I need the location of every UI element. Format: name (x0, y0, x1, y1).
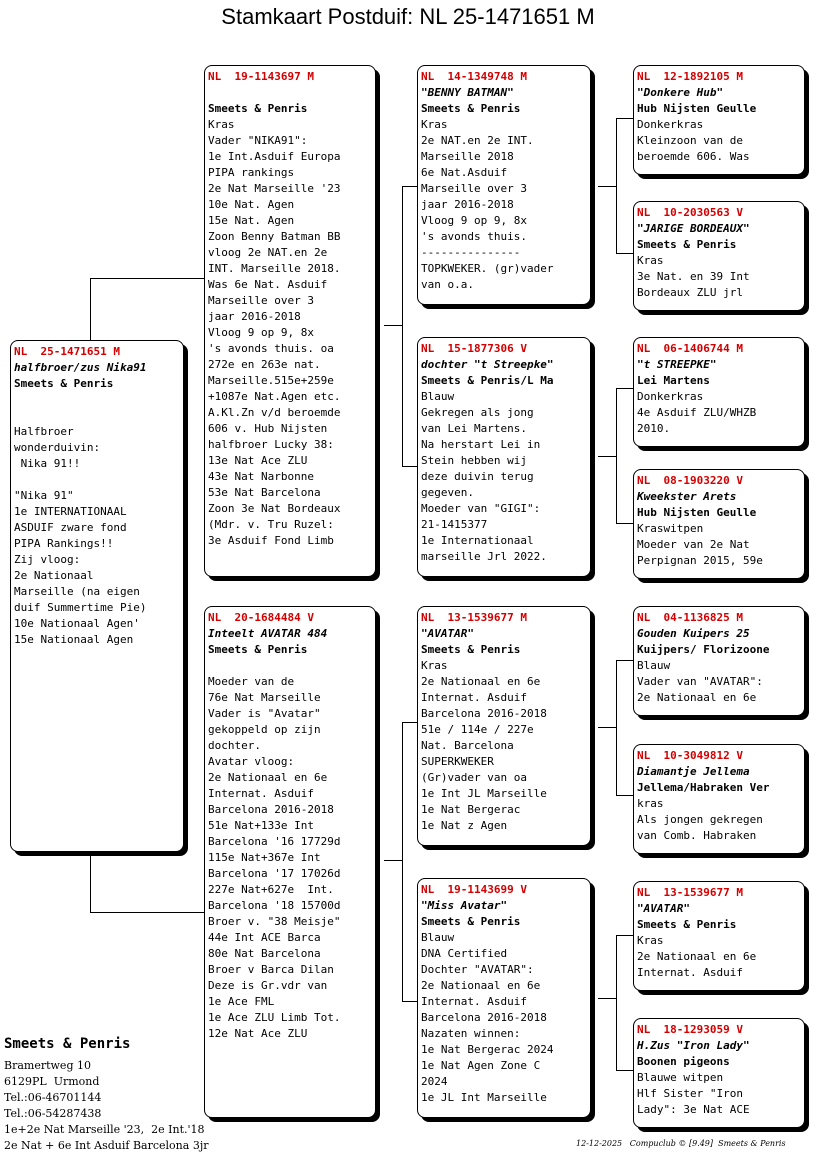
connector-line (616, 253, 633, 254)
pedigree-box-ffm (633, 201, 805, 311)
pedigree-text-line: 2e Nationaal (14, 569, 94, 582)
pedigree-text-line: Internat. Asduif (208, 787, 314, 800)
ring-number: NL 14-1349748 M (421, 70, 527, 83)
pedigree-text-line: 2e Nationaal en 6e (637, 691, 757, 704)
breeder-name: Smeets & Penris (14, 377, 114, 390)
page-title: Stamkaart Postduif: NL 25-1471651 M (221, 4, 595, 29)
pedigree-text-line: Bordeaux ZLU jrl (637, 286, 743, 299)
pedigree-text-line: 1e Ace FML (208, 995, 275, 1008)
pedigree-text-line: gekoppeld op zijn (208, 723, 321, 736)
pedigree-text-line: 2e Nationaal en 6e (637, 950, 757, 963)
pedigree-text-line: 1e JL Int Marseille (421, 1091, 547, 1104)
connector-line (90, 912, 204, 913)
pedigree-text-line: 2010. (637, 422, 671, 435)
pedigree-text-line: 1e Ace ZLU Limb Tot. (208, 1011, 341, 1024)
pedigree-text-line: Stein hebben wij (421, 454, 527, 467)
pigeon-color: Donkerkras (637, 118, 704, 131)
pigeon-name: dochter "t Streepke" (421, 358, 554, 371)
breeder-name: Smeets & Penris (208, 643, 308, 656)
ring-number: NL 04-1136825 M (637, 611, 743, 624)
pedigree-text-line: Internat. Asduif (421, 995, 527, 1008)
pedigree-text-line: marseille Jrl 2022. (421, 550, 547, 563)
pedigree-text-line: 227e Nat+627e Int. (208, 883, 334, 896)
pigeon-name: "Miss Avatar" (421, 899, 508, 912)
pigeon-name: Kweekster Arets (637, 490, 737, 503)
pedigree-text-line: PIPA rankings (208, 166, 295, 179)
footer-line: Bramertweg 10 (4, 1059, 91, 1072)
pigeon-color: Kras (637, 254, 664, 267)
pigeon-name: halfbroer/zus Nika91 (14, 361, 147, 374)
pedigree-text-line: Als jongen gekregen (637, 813, 763, 826)
pedigree-text-line: 1e Int.Asduif Europa (208, 150, 341, 163)
pedigree-text-line: Lady": 3e Nat ACE (637, 1103, 750, 1116)
pedigree-text-line: deze duivin terug (421, 470, 534, 483)
pedigree-text-line: Vader "NIKA91": (208, 134, 308, 147)
ring-number: NL 08-1903220 V (637, 474, 743, 487)
ring-number: NL 10-2030563 V (637, 206, 743, 219)
pigeon-name: H.Zus "Iron Lady" (637, 1039, 750, 1052)
footer-line: 1e+2e Nat Marseille '23, 2e Int.'18 (4, 1123, 205, 1136)
pedigree-text-line: Zoon 3e Nat Bordeaux (208, 502, 341, 515)
pigeon-color: Kras (421, 659, 448, 672)
pedigree-text-line (14, 472, 180, 488)
breeder-name: Smeets & Penris/L Ma (421, 374, 554, 387)
pedigree-text-line: Nat. Barcelona (421, 739, 514, 752)
connector-line (598, 727, 616, 728)
pedigree-text-line: 2e Nat Marseille '23 (208, 182, 341, 195)
pedigree-text-line: 1e Nat Bergerac (421, 803, 521, 816)
connector-line (90, 278, 204, 279)
print-date: 12-12-2025 (576, 1139, 623, 1148)
pedigree-box-mother-mother (417, 878, 591, 1118)
pedigree-text-line: --------------- (421, 246, 521, 259)
pedigree-text-line: 's avonds thuis. oa (208, 342, 334, 355)
pedigree-text-line: beroemde 606. Was (637, 150, 750, 163)
pigeon-name: Diamantje Jellema (637, 765, 750, 778)
pigeon-color: Donkerkras (637, 390, 704, 403)
pedigree-box-mother (204, 606, 376, 1118)
connector-line (384, 860, 402, 861)
breeder-name: Kuijpers/ Florizoone (637, 643, 770, 656)
pedigree-text-line: 2e NAT.en 2e INT. (421, 134, 534, 147)
pedigree-text-line: wonderduivin: (14, 441, 101, 454)
pedigree-text-line: Halfbroer (14, 425, 74, 438)
pedigree-text-line: Gekregen als jong (421, 406, 534, 419)
pedigree-text-line: Hlf Sister "Iron (637, 1087, 743, 1100)
pedigree-text-line: duif Summertime Pie) (14, 601, 147, 614)
connector-line (616, 118, 617, 254)
pedigree-text-line: 76e Nat Marseille (208, 691, 321, 704)
pedigree-text-line: Barcelona '16 17729d (208, 835, 341, 848)
pigeon-color: Blauwe witpen (637, 1071, 724, 1084)
ring-number: NL 06-1406744 M (637, 342, 743, 355)
pedigree-text-line: 's avonds thuis. (421, 230, 527, 243)
pedigree-text-line: Perpignan 2015, 59e (637, 554, 763, 567)
connector-line (598, 186, 616, 187)
pedigree-text-line: Zoon Benny Batman BB (208, 230, 341, 243)
pedigree-text-line: 21-1415377 (421, 518, 488, 531)
pigeon-name: "AVATAR" (421, 627, 474, 640)
pedigree-text-line: 6e Nat.Asduif (421, 166, 508, 179)
pigeon-color: Kras (208, 118, 235, 131)
pedigree-text-line: Kleinzoon van de (637, 134, 743, 147)
pedigree-text-line: 1e INTERNATIONAAL (14, 505, 127, 518)
pedigree-text-line: Internat. Asduif (421, 691, 527, 704)
pedigree-text-line: TOPKWEKER. (gr)vader (421, 262, 554, 275)
pigeon-name: "Donkere Hub" (637, 86, 724, 99)
breeder-name: Smeets & Penris (421, 102, 521, 115)
pedigree-text-line: 3e Asduif Fond Limb (208, 534, 334, 547)
pedigree-box-fmm (633, 469, 805, 579)
pedigree-text-line: Vader is "Avatar" (208, 707, 321, 720)
pigeon-color: Kraswitpen (637, 522, 704, 535)
pedigree-text-line: 1e Int JL Marseille (421, 787, 547, 800)
pedigree-text-line: van Comb. Habraken (637, 829, 757, 842)
pedigree-text-line: jaar 2016-2018 (208, 310, 301, 323)
pedigree-text-line: Barcelona 2016-2018 (208, 803, 334, 816)
ring-number: NL 12-1892105 M (637, 70, 743, 83)
pigeon-color (14, 392, 180, 408)
connector-line (616, 523, 633, 524)
connector-line (402, 722, 403, 1002)
pigeon-name: "t STREEPKE" (637, 358, 717, 371)
pedigree-text-line: A.Kl.Zn v/d beroemde (208, 406, 341, 419)
pedigree-text-line (14, 408, 180, 424)
pedigree-text-line: Barcelona 2016-2018 (421, 1011, 547, 1024)
pedigree-text-line: 43e Nat Narbonne (208, 470, 314, 483)
pedigree-box-father-father (417, 65, 591, 305)
pigeon-name: "JARIGE BORDEAUX" (637, 222, 750, 235)
pedigree-text-line: Dochter "AVATAR": (421, 963, 534, 976)
connector-line (616, 935, 633, 936)
pigeon-color: kras (637, 797, 664, 810)
pigeon-name: Inteelt AVATAR 484 (208, 627, 328, 640)
ring-number: NL 10-3049812 V (637, 749, 743, 762)
pedigree-text-line: Internat. Asduif (637, 966, 743, 979)
connector-line (616, 795, 633, 796)
pedigree-text-line: 53e Nat Barcelona (208, 486, 321, 499)
breeder-name: Smeets & Penris (421, 643, 521, 656)
footer-line: 2e Nat + 6e Int Asduif Barcelona 3jr (4, 1139, 209, 1152)
pedigree-text-line: 3e Nat. en 39 Int (637, 270, 750, 283)
pedigree-text-line: 10e Nat. Agen (208, 198, 295, 211)
connector-line (616, 118, 633, 119)
breeder-name: Smeets & Penris (637, 918, 737, 931)
pedigree-text-line: Marseille (na eigen (14, 585, 140, 598)
connector-line (402, 186, 417, 187)
pigeon-color: Kras (637, 934, 664, 947)
pedigree-text-line: 2e Nationaal en 6e (421, 675, 541, 688)
pigeon-color: Blauw (421, 390, 455, 403)
pedigree-box-subject (10, 340, 184, 852)
pedigree-text-line: Vader van "AVATAR": (637, 675, 763, 688)
connector-line (90, 853, 91, 913)
pigeon-name (208, 85, 372, 101)
ring-number: NL 25-1471651 M (14, 345, 120, 358)
pedigree-text-line: Was 6e Nat. Asduif (208, 278, 328, 291)
pedigree-text-line: INT. Marseille 2018. (208, 262, 341, 275)
pedigree-text-line: Avatar vloog: (208, 755, 295, 768)
pedigree-text-line: +1087e Nat.Agen etc. (208, 390, 341, 403)
pedigree-text-line: van o.a. (421, 278, 474, 291)
ring-number: NL 18-1293059 V (637, 1023, 743, 1036)
breeder-name: Hub Nijsten Geulle (637, 506, 757, 519)
pedigree-text-line: DNA Certified (421, 947, 508, 960)
pedigree-text-line: Deze is Gr.vdr van (208, 979, 328, 992)
pedigree-text-line: vloog 2e NAT.en 2e (208, 246, 328, 259)
pedigree-text-line: PIPA Rankings!! (14, 537, 114, 550)
pedigree-text-line: 2e Nationaal en 6e (421, 979, 541, 992)
connector-line (616, 935, 617, 1071)
pigeon-color (208, 658, 372, 674)
pigeon-color: Kras (421, 118, 448, 131)
pedigree-text-line: Broer v. "38 Meisje" (208, 915, 341, 928)
pedigree-text-line: 12e Nat Ace ZLU (208, 1027, 308, 1040)
pedigree-box-fff (633, 65, 805, 175)
pedigree-text-line: 1e Internationaal (421, 534, 534, 547)
pigeon-name: "BENNY BATMAN" (421, 86, 514, 99)
pedigree-text-line: (Gr)vader van oa (421, 771, 527, 784)
footer-owner-name: Smeets & Penris (4, 1036, 131, 1052)
pedigree-box-mmm (633, 1018, 805, 1128)
pedigree-box-mother-father (417, 606, 591, 846)
pedigree-text-line: 13e Nat Ace ZLU (208, 454, 308, 467)
connector-line (616, 388, 617, 524)
ring-number: NL 19-1143699 V (421, 883, 527, 896)
pedigree-text-line: Na herstart Lei in (421, 438, 541, 451)
footer-address (4, 1058, 209, 1154)
pedigree-text-line: 80e Nat Barcelona (208, 947, 321, 960)
pigeon-name: "AVATAR" (637, 902, 690, 915)
pedigree-text-line: jaar 2016-2018 (421, 198, 514, 211)
pedigree-text-line: van Lei Martens. (421, 422, 527, 435)
pedigree-box-father-mother (417, 337, 591, 577)
pedigree-text-line: 10e Nationaal Agen' (14, 617, 140, 630)
pedigree-text-line: Barcelona '17 17026d (208, 867, 341, 880)
pedigree-text-line: Barcelona 2016-2018 (421, 707, 547, 720)
pedigree-text-line: halfbroer Lucky 38: (208, 438, 334, 451)
pedigree-text-line: Moeder van de (208, 675, 295, 688)
pedigree-text-line: SUPERKWEKER (421, 755, 494, 768)
breeder-name: Lei Martens (637, 374, 710, 387)
footer-line: Tel.:06-54287438 (4, 1107, 102, 1120)
pigeon-color: Blauw (421, 931, 455, 944)
pedigree-text-line: gegeven. (421, 486, 474, 499)
connector-line (402, 722, 417, 723)
ring-number: NL 15-1877306 V (421, 342, 527, 355)
pigeon-name: Gouden Kuipers 25 (637, 627, 750, 640)
pedigree-text-line: 51e Nat+133e Int (208, 819, 314, 832)
pedigree-text-line: 1e Nat Bergerac 2024 (421, 1043, 554, 1056)
connector-line (616, 660, 633, 661)
software-credit: Compuclub © [9.49] Smeets & Penris (629, 1139, 786, 1148)
pedigree-box-father (204, 65, 376, 577)
footer-line: Tel.:06-46701144 (4, 1091, 102, 1104)
breeder-name: Smeets & Penris (421, 915, 521, 928)
connector-line (90, 278, 91, 340)
pedigree-text-line: 1e Nat Agen Zone C (421, 1059, 541, 1072)
pedigree-text-line: Marseille over 3 (208, 294, 314, 307)
pedigree-text-line: 2024 (421, 1075, 448, 1088)
pedigree-text-line: 606 v. Hub Nijsten (208, 422, 328, 435)
ring-number: NL 20-1684484 V (208, 611, 314, 624)
pedigree-text-line: (Mdr. v. Tru Ruzel: (208, 518, 334, 531)
breeder-name: Boonen pigeons (637, 1055, 730, 1068)
pedigree-text-line: "Nika 91" (14, 489, 74, 502)
pedigree-text-line: Vloog 9 op 9, 8x (421, 214, 527, 227)
pedigree-text-line: Marseille 2018 (421, 150, 514, 163)
breeder-name: Hub Nijsten Geulle (637, 102, 757, 115)
connector-line (384, 325, 402, 326)
pedigree-text-line: Zij vloog: (14, 553, 81, 566)
footer-credit (576, 1139, 786, 1148)
pedigree-text-line: Moeder van "GIGI": (421, 502, 541, 515)
pigeon-color: Blauw (637, 659, 671, 672)
pedigree-box-mmf (633, 881, 805, 991)
pedigree-text-line: Moeder van 2e Nat (637, 538, 750, 551)
connector-line (598, 998, 616, 999)
connector-line (616, 1070, 633, 1071)
breeder-name: Smeets & Penris (208, 102, 308, 115)
ring-number: NL 13-1539677 M (421, 611, 527, 624)
pedigree-text-line: 272e en 263e nat. (208, 358, 321, 371)
pedigree-text-line: Marseille over 3 (421, 182, 527, 195)
footer-line: 6129PL Urmond (4, 1075, 100, 1088)
ring-number: NL 19-1143697 M (208, 70, 314, 83)
pedigree-text-line: Barcelona '18 15700d (208, 899, 341, 912)
pedigree-text-line: 15e Nationaal Agen (14, 633, 134, 646)
breeder-name: Smeets & Penris (637, 238, 737, 251)
connector-line (616, 388, 633, 389)
pedigree-text-line: 4e Asduif ZLU/WHZB (637, 406, 757, 419)
ring-number: NL 13-1539677 M (637, 886, 743, 899)
pedigree-text-line: 44e Int ACE Barca (208, 931, 321, 944)
pedigree-text-line: Nika 91!! (14, 457, 81, 470)
connector-line (402, 1001, 417, 1002)
pedigree-text-line: 2e Nationaal en 6e (208, 771, 328, 784)
pedigree-box-mff (633, 606, 805, 716)
connector-line (402, 466, 417, 467)
pedigree-text-line: Marseille.515e+259e (208, 374, 334, 387)
pedigree-text-line: Nazaten winnen: (421, 1027, 521, 1040)
pedigree-text-line: 51e / 114e / 227e (421, 723, 534, 736)
pedigree-text-line: dochter. (208, 739, 261, 752)
pedigree-text-line: ASDUIF zware fond (14, 521, 127, 534)
pedigree-text-line: Vloog 9 op 9, 8x (208, 326, 314, 339)
connector-line (402, 186, 403, 467)
pedigree-box-fmf (633, 337, 805, 447)
pedigree-text-line: 1e Nat z Agen (421, 819, 508, 832)
connector-line (616, 660, 617, 796)
connector-line (598, 456, 616, 457)
pedigree-text-line: 15e Nat. Agen (208, 214, 295, 227)
breeder-name: Jellema/Habraken Ver (637, 781, 770, 794)
pedigree-text-line: Broer v Barca Dilan (208, 963, 334, 976)
pedigree-box-mfm (633, 744, 805, 854)
pedigree-text-line: 115e Nat+367e Int (208, 851, 321, 864)
